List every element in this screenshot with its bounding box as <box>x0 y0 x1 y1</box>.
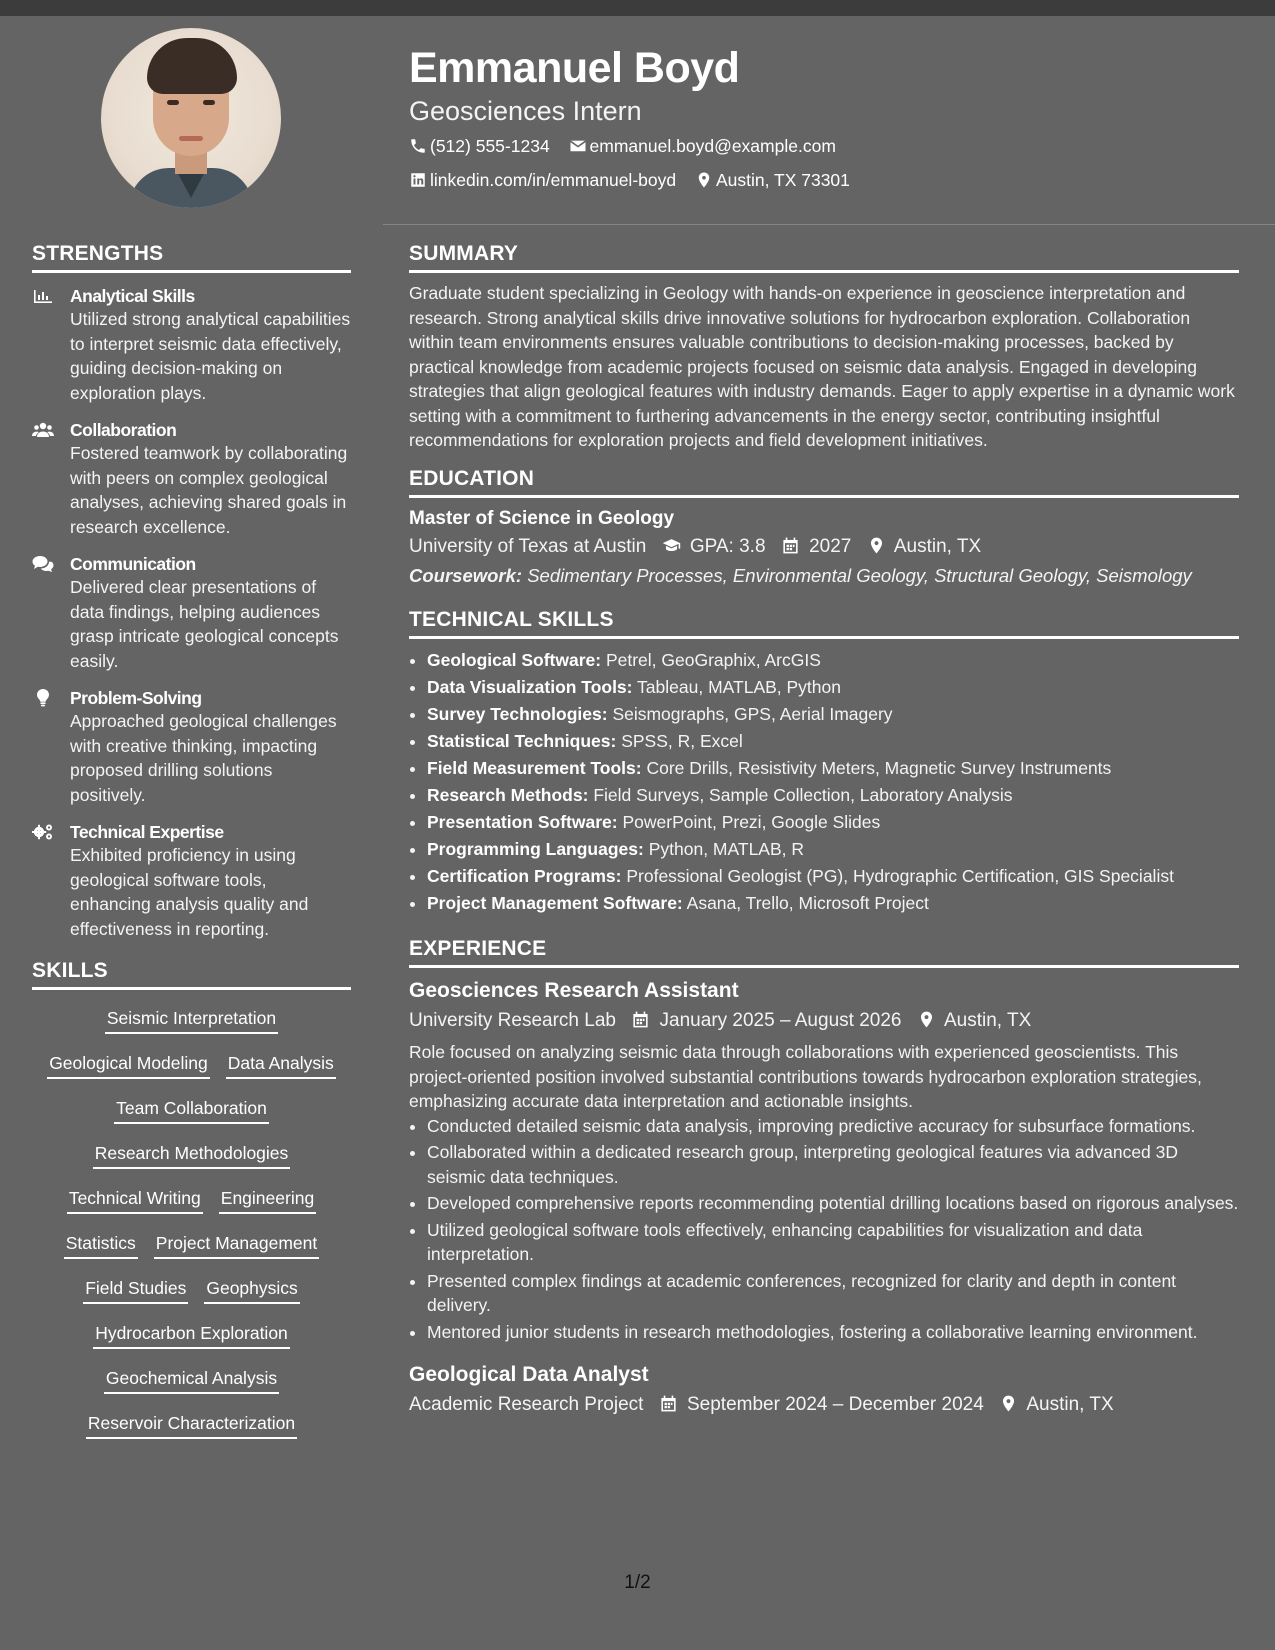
job-bullets <box>409 1114 1239 1345</box>
gpa-text: GPA: 3.8 <box>689 535 766 557</box>
skill-tag: Technical Writing <box>67 1186 203 1214</box>
job-role: Geological Data Analyst <box>409 1363 649 1386</box>
education-location: Austin, TX <box>893 535 982 557</box>
job-meta <box>409 1390 1239 1420</box>
contact-row-1 <box>409 130 1259 162</box>
email-text: emmanuel.boyd@example.com <box>589 136 836 156</box>
resume-page <box>0 16 1275 1650</box>
comments-icon <box>32 555 54 573</box>
experience-heading: EXPERIENCE <box>409 937 1239 968</box>
summary-text: Graduate student specializing in Geology with hands-on experience in geoscience interpretation and research. Strong analytical skills drive innovative solutions for hydrocarbon exploration. Collaboration within team environments ensures valuable contributions to decision-making processes, backed by practical knowledge from academic projects focused on seismic data analysis. Engaged in developing strategies that align geological features with industry demands. Eager to apply expertise in a dynamic work setting with a commitment to furthering advancements in the energy sector, contributing insightful recommendations for exploration projects and field development initiatives. <box>409 283 1235 450</box>
list-item: • Mentored junior students in research methodologies, fostering a collaborative learning environment. <box>427 1320 1239 1345</box>
header-divider <box>383 224 1275 225</box>
job-location: Austin, TX <box>943 1010 1032 1031</box>
skill-tag: Team Collaboration <box>114 1096 269 1124</box>
list-item: • Conducted detailed seismic data analysis, improving predictive accuracy for subsurface formations. <box>427 1114 1239 1139</box>
list-item: • Programming Languages: Python, MATLAB, R <box>427 836 1239 863</box>
candidate-title: Geosciences Intern <box>409 96 642 126</box>
strength-item <box>32 285 351 405</box>
list-item: • Statistical Techniques: SPSS, R, Excel <box>427 728 1239 755</box>
skill-tag: Reservoir Characterization <box>86 1411 297 1439</box>
linkedin-icon <box>409 171 427 189</box>
strength-desc: Fostered teamwork by collaborating with peers on complex geological analyses, achieving shared goals in research excellence. <box>70 443 348 537</box>
candidate-name: Emmanuel Boyd <box>409 44 740 92</box>
lightbulb-icon <box>32 689 54 707</box>
top-bar <box>0 0 1275 16</box>
skill-tag: Geochemical Analysis <box>104 1366 279 1394</box>
strength-name: Collaboration <box>70 420 177 440</box>
list-item: • Presentation Software: PowerPoint, Prezi, Google Slides <box>427 809 1239 836</box>
job-meta <box>409 1006 1239 1036</box>
map-marker-icon <box>695 171 713 189</box>
left-column <box>32 242 351 1456</box>
job-entry <box>409 976 1239 1344</box>
job-location: Austin, TX <box>1026 1394 1114 1415</box>
list-item: • Geological Software: Petrel, GeoGraphix, ArcGIS <box>427 647 1239 674</box>
skill-tag: Research Methodologies <box>93 1141 291 1169</box>
technical-skills-list <box>409 647 1239 917</box>
skill-tag: Statistics <box>64 1231 138 1259</box>
strength-item <box>32 553 351 673</box>
strength-desc: Delivered clear presentations of data findings, helping audiences grasp intricate geological concepts easily. <box>70 577 339 671</box>
skills-list <box>32 1002 351 1439</box>
calendar-icon <box>631 1010 650 1029</box>
school-name: University of Texas at Austin <box>409 535 647 557</box>
skills-heading: SKILLS <box>32 959 351 990</box>
list-item: • Research Methods: Field Surveys, Sample Collection, Laboratory Analysis <box>427 782 1239 809</box>
linkedin-text: linkedin.com/in/emmanuel-boyd <box>430 170 677 190</box>
technical-skills-heading: TECHNICAL SKILLS <box>409 608 1239 639</box>
map-marker-icon <box>867 536 886 555</box>
map-marker-icon <box>999 1394 1018 1413</box>
phone-contact[interactable] <box>409 136 555 156</box>
calendar-icon <box>781 536 800 555</box>
education-heading: EDUCATION <box>409 467 1239 498</box>
phone-icon <box>409 137 427 155</box>
summary-heading: SUMMARY <box>409 242 1239 273</box>
calendar-icon <box>659 1394 678 1413</box>
strength-name: Technical Expertise <box>70 822 224 842</box>
users-icon <box>32 421 54 439</box>
linkedin-contact[interactable] <box>409 170 681 190</box>
skill-tag: Engineering <box>219 1186 316 1214</box>
graduation-cap-icon <box>662 536 681 555</box>
strength-name: Communication <box>70 554 196 574</box>
skill-tag: Project Management <box>154 1231 319 1259</box>
list-item: • Developed comprehensive reports recommending potential drilling locations based on rigorous analyses. <box>427 1191 1239 1216</box>
list-item: • Survey Technologies: Seismographs, GPS, Aerial Imagery <box>427 701 1239 728</box>
bar-chart-icon <box>32 287 54 305</box>
job-entry <box>409 1360 1239 1420</box>
list-item: • Field Measurement Tools: Core Drills, Resistivity Meters, Magnetic Survey Instruments <box>427 755 1239 782</box>
job-role: Geosciences Research Assistant <box>409 979 739 1002</box>
envelope-icon <box>569 137 587 155</box>
page-number: 1/2 <box>624 1572 651 1593</box>
job-description: Role focused on analyzing seismic data through collaborations with experienced geoscientists. This project-oriented position involved substantial contributions towards hydrocarbon exploration strategies, emphasizing accurate data interpretation and actionable insights. <box>409 1042 1202 1111</box>
location-contact <box>695 170 850 190</box>
strength-item <box>32 419 351 539</box>
strength-name: Analytical Skills <box>70 286 195 306</box>
skill-tag: Hydrocarbon Exploration <box>93 1321 290 1349</box>
main-column <box>409 242 1239 1420</box>
strength-name: Problem-Solving <box>70 688 202 708</box>
skill-tag: Data Analysis <box>226 1051 336 1079</box>
strength-item <box>32 821 351 941</box>
list-item: • Presented complex findings at academic conferences, recognized for clarity and depth in content delivery. <box>427 1269 1239 1318</box>
job-dates: January 2025 – August 2026 <box>659 1010 902 1031</box>
strengths-heading: STRENGTHS <box>32 242 351 273</box>
email-contact[interactable] <box>569 136 836 156</box>
skill-tag: Geophysics <box>204 1276 299 1304</box>
job-org: Academic Research Project <box>409 1394 644 1415</box>
location-text: Austin, TX 73301 <box>715 170 850 190</box>
skill-tag: Seismic Interpretation <box>105 1006 278 1034</box>
skill-tag: Field Studies <box>83 1276 188 1304</box>
profile-photo <box>101 28 281 208</box>
list-item: • Collaborated within a dedicated research group, interpreting geological features via advanced 3D seismic data techniques. <box>427 1140 1239 1189</box>
strength-desc: Exhibited proficiency in using geological software tools, enhancing analysis quality and effectiveness in reporting. <box>70 845 309 939</box>
list-item: • Data Visualization Tools: Tableau, MATLAB, Python <box>427 674 1239 701</box>
list-item: • Certification Programs: Professional Geologist (PG), Hydrographic Certification, GIS Specialist <box>427 863 1239 890</box>
coursework-text: Sedimentary Processes, Environmental Geology, Structural Geology, Seismology <box>527 564 1192 586</box>
coursework <box>409 564 1239 589</box>
strength-item <box>32 687 351 807</box>
resume-header <box>409 42 1259 196</box>
strength-desc: Approached geological challenges with creative thinking, impacting proposed drilling solutions positively. <box>70 711 337 805</box>
list-item: • Utilized geological software tools effectively, enhancing capabilities for visualization and data interpretation. <box>427 1218 1239 1267</box>
gears-icon <box>32 823 54 841</box>
coursework-label: Coursework: <box>409 564 523 586</box>
strength-desc: Utilized strong analytical capabilities to interpret seismic data effectively, guiding decision-making on exploration plays. <box>70 309 351 403</box>
education-meta <box>409 532 1239 562</box>
job-org: University Research Lab <box>409 1010 616 1031</box>
skill-tag: Geological Modeling <box>47 1051 210 1079</box>
degree-title: Master of Science in Geology <box>409 507 675 529</box>
graduation-year: 2027 <box>809 535 852 557</box>
list-item: • Project Management Software: Asana, Trello, Microsoft Project <box>427 890 1239 917</box>
map-marker-icon <box>917 1010 936 1029</box>
phone-text: (512) 555-1234 <box>430 136 550 156</box>
job-dates: September 2024 – December 2024 <box>687 1394 984 1415</box>
contact-row-2 <box>409 164 1259 196</box>
